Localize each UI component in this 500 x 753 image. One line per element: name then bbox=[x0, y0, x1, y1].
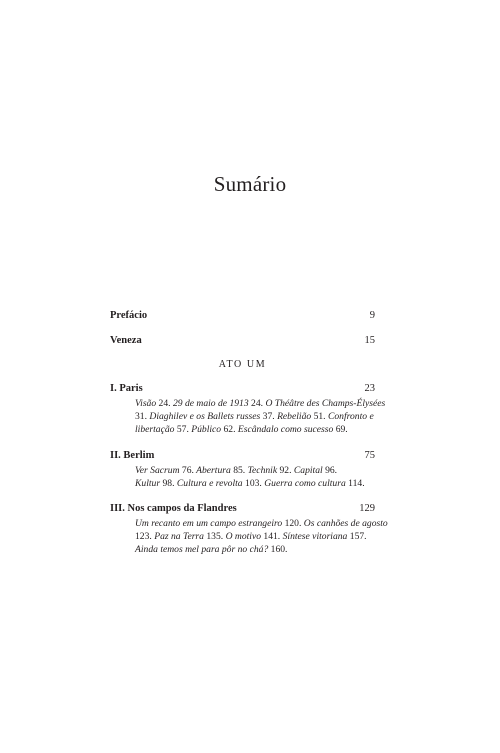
toc-subsection-page: 114. bbox=[348, 477, 365, 489]
toc-subsection-page: 160. bbox=[270, 544, 288, 556]
toc-subsection-page: 62. bbox=[223, 424, 236, 436]
toc-entry-page: 9 bbox=[369, 310, 375, 321]
toc-subsection-title[interactable]: Os canhões de agosto bbox=[303, 518, 388, 530]
toc-subsection-page: 57. bbox=[176, 424, 189, 436]
toc-subsection-title[interactable]: Rebelião bbox=[277, 411, 314, 423]
toc-subsection-title[interactable]: Capital bbox=[293, 464, 326, 476]
toc-subsection-line bbox=[135, 397, 386, 410]
toc-subsection-title[interactable]: Síntese vitoriana bbox=[282, 531, 350, 543]
toc-chapter-entry[interactable] bbox=[110, 502, 375, 516]
toc-chapter-page: 129 bbox=[359, 503, 375, 515]
toc-subsection-page: 135. bbox=[206, 531, 224, 543]
toc-subsection-title[interactable]: Visão bbox=[135, 398, 159, 409]
toc-entry-label: Veneza bbox=[110, 335, 142, 346]
toc-subsection-title[interactable]: Abertura bbox=[196, 464, 234, 476]
toc-subsections bbox=[135, 397, 386, 437]
toc-subsection-page: 31. bbox=[135, 411, 147, 423]
toc-subsection-line bbox=[135, 410, 375, 423]
toc-subsection-line bbox=[135, 423, 375, 436]
toc-subsection-title[interactable]: Um recanto em um campo estrangeiro bbox=[135, 518, 285, 530]
toc-subsection-title[interactable]: O motivo bbox=[225, 531, 264, 543]
toc-subsection-title[interactable]: Technik bbox=[247, 464, 280, 476]
toc-subsection-title[interactable]: Confronto e bbox=[327, 411, 374, 423]
toc-chapter-label: III. Nos campos da Flandres bbox=[110, 503, 237, 515]
toc-subsection-title[interactable]: libertação bbox=[135, 424, 177, 436]
table-of-contents bbox=[110, 309, 388, 569]
toc-entry-label: Prefácio bbox=[110, 310, 148, 321]
toc-subsections bbox=[135, 517, 388, 557]
toc-subsection-title[interactable]: Guerra como cultura bbox=[264, 477, 349, 489]
toc-subsection-page: 24. bbox=[158, 398, 171, 409]
toc-chapter bbox=[110, 382, 386, 437]
toc-subsection-title[interactable]: 29 de maio de 1913 bbox=[172, 398, 252, 409]
page-title: Sumário bbox=[213, 172, 287, 196]
toc-subsection-title[interactable]: Público bbox=[191, 424, 224, 436]
toc-entry-prefacio[interactable] bbox=[110, 309, 375, 323]
toc-subsection-title[interactable]: Ver Sacrum bbox=[135, 464, 182, 476]
toc-subsection-page: 120. bbox=[284, 518, 302, 530]
chapter-list bbox=[110, 382, 388, 557]
toc-subsection-title[interactable]: Ainda temos mel para pôr no chá? bbox=[135, 544, 271, 556]
toc-subsection-line bbox=[135, 530, 375, 543]
toc-chapter-entry[interactable] bbox=[110, 449, 375, 463]
toc-subsection-title[interactable]: Kultur bbox=[135, 477, 163, 489]
toc-subsection-page: 98. bbox=[162, 477, 175, 489]
toc-chapter-label: II. Berlim bbox=[110, 449, 155, 461]
toc-subsection-page: 76. bbox=[181, 464, 194, 476]
toc-chapter-page: 75 bbox=[364, 449, 375, 461]
toc-subsection-line bbox=[135, 517, 388, 530]
toc-subsection-page: 103. bbox=[245, 477, 262, 489]
toc-subsection-page: 37. bbox=[262, 411, 275, 423]
toc-chapter bbox=[110, 502, 388, 557]
toc-subsections bbox=[135, 464, 375, 490]
toc-subsection-title[interactable]: Escândalo como sucesso bbox=[237, 424, 336, 436]
toc-subsection-line bbox=[135, 464, 375, 477]
toc-entry-page: 15 bbox=[364, 335, 375, 346]
toc-subsection-title[interactable]: O Théâtre des Champs-Élysées bbox=[265, 398, 386, 409]
toc-subsection-line bbox=[135, 543, 375, 556]
toc-chapter bbox=[110, 449, 375, 490]
toc-subsection-page: 85. bbox=[233, 464, 246, 476]
toc-subsection-page: 141. bbox=[263, 531, 281, 543]
toc-subsection-page: 51. bbox=[313, 411, 326, 423]
part-heading: ATO UM bbox=[218, 359, 267, 370]
toc-subsection-page: 24. bbox=[251, 398, 264, 409]
toc-subsection-title[interactable]: Cultura e revolta bbox=[176, 477, 246, 489]
toc-entry-veneza[interactable] bbox=[110, 334, 375, 348]
toc-subsection-title[interactable]: Paz na Terra bbox=[154, 531, 207, 543]
toc-chapter-entry[interactable] bbox=[110, 382, 375, 396]
toc-subsection-page: 96. bbox=[325, 464, 338, 476]
toc-subsection-line bbox=[135, 477, 375, 490]
toc-subsection-page: 157. bbox=[349, 531, 367, 543]
toc-subsection-page: 123. bbox=[135, 531, 152, 543]
toc-chapter-label: I. Paris bbox=[110, 383, 143, 394]
toc-subsection-page: 69. bbox=[335, 424, 348, 436]
toc-chapter-page: 23 bbox=[364, 383, 375, 394]
toc-subsection-page: 92. bbox=[279, 464, 292, 476]
toc-subsection-title[interactable]: Diaghilev e os Ballets russes bbox=[149, 411, 263, 423]
